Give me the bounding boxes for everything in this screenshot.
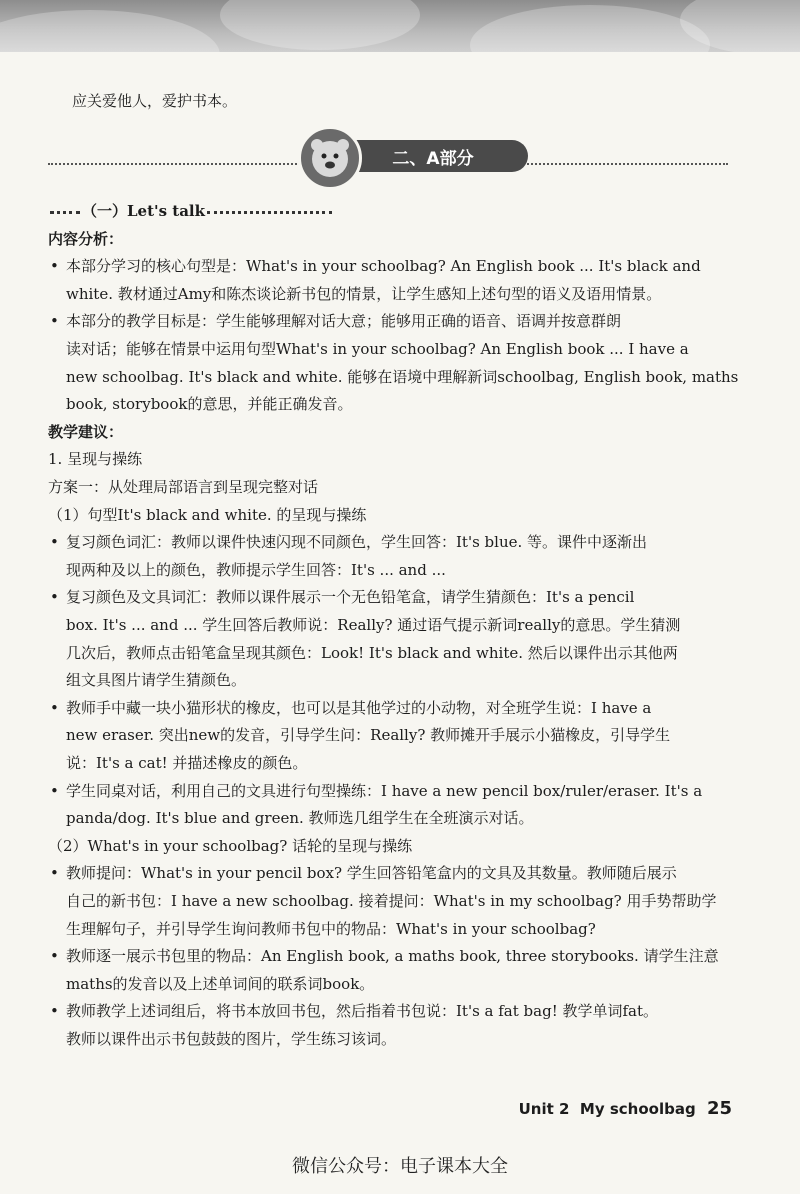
bullet-icon: • [50,533,59,552]
section-badge [298,136,553,176]
dotted-rule [207,211,332,214]
subheading: （2）What's in your schoolbag? 话轮的呈现与操练 [48,836,413,855]
list-item-line: 生理解句子，并引导学生询问教师书包中的物品：What's in your schoolbag? [66,919,596,938]
footer-unit: Unit 2 [518,1100,570,1118]
teaching-heading: 教学建议： [48,422,124,441]
bullet-icon: • [50,864,59,883]
page-number: 25 [706,1098,732,1119]
decorative-banner [0,0,800,52]
list-item-line: maths的发音以及上述单词间的联系词book。 [66,974,375,993]
plan-heading: 方案一：从处理局部语言到呈现完整对话 [48,478,319,496]
content-analysis-heading: 内容分析： [48,229,124,248]
bullet-icon: • [50,781,59,800]
section-header [48,148,728,178]
list-item-line: white. 教材通过Amy和陈杰谈论新书包的情景，让学生感知上述句型的语义及语用情景。 [66,284,662,303]
list-item-line: book, storybook的意思，并能正确发音。 [66,395,353,414]
list-item-line: 教师提问：What's in your pencil box? 学生回答铅笔盒内的文具及其数量。教师随后展示 • [66,860,677,888]
footer-title: My schoolbag [579,1100,696,1118]
bullet-icon: • [50,947,59,966]
list-item-line: box. It's ... and ... 学生回答后教师说：Really? 通过语气提示新词really的意思。学生猜测 [66,616,681,634]
list-item-line: 读对话；能够在情景中运用句型What's in your schoolbag? An English book ... I have a [66,340,689,358]
list-item-line: new eraser. 突出new的发音，引导学生问：Really? 教师摊开手展示小猫橡皮，引导学生 [66,726,671,745]
list-item-line: 几次后，教师点击铅笔盒呈现其颜色：Look! It's black and white. 然后以课件出示其他两 [66,643,678,662]
list-item-line: 学生同桌对话，利用自己的文具进行句型操练：I have a new pencil box/ruler/eraser. It's a • [66,778,702,806]
list-item-line: 现两种及以上的颜色，教师提示学生回答：It's ... and ... [66,560,446,579]
list-item-line: 复习颜色词汇：教师以课件快速闪现不同颜色，学生回答：It's blue. 等。课件中逐渐出 • [66,529,647,557]
subheading: （1）句型It's black and white. 的呈现与操练 [48,505,367,524]
page-footer [519,1098,732,1119]
list-item-line: 教师以课件出示书包鼓鼓的图片，学生练习该词。 [66,1030,397,1048]
list-item-line: 组文具图片请学生猜颜色。 [66,671,247,690]
subsection-title [48,198,334,226]
subsection-title-text: （一）Let's talk [82,202,206,220]
list-item-line: 教师逐一展示书包里的物品：An English book, a maths book, three storybooks. 请学生注意 • [66,943,719,971]
bullet-icon: • [50,588,59,607]
list-item-line: panda/dog. It's blue and green. 教师选几组学生在全班演示对话。 [66,809,534,828]
list-item-line: 教师手中藏一块小猫形状的橡皮，也可以是其他学过的小动物，对全班学生说：I have a • [66,695,651,723]
bullet-icon: • [50,1002,59,1021]
mascot-icon [298,126,362,190]
watermark-text: 微信公众号：电子课本大全 [292,1156,508,1177]
bullet-icon: • [50,698,59,717]
dotted-rule [50,211,80,214]
list-item-line: 本部分学习的核心句型是：What's in your schoolbag? An English book ... It's black and • [66,253,701,281]
bullet-icon: • [50,257,59,276]
section-title: 二、A部分 [392,149,474,169]
list-item-line: 教师教学上述词组后，将书本放回书包，然后指着书包说：It's a fat bag! 教学单词fat。 • [66,998,658,1026]
list-item-line: 说：It's a cat! 并描述橡皮的颜色。 [66,754,308,772]
numbered-heading: 1. 呈现与操练 [48,450,143,469]
list-item-line: 复习颜色及文具词汇：教师以课件展示一个无色铅笔盒，请学生猜颜色：It's a pencil • [66,584,634,612]
list-item-line: 自己的新书包：I have a new schoolbag. 接着提问：What's in my schoolbag? 用手势帮助学 [66,892,717,910]
list-item-line: new schoolbag. It's black and white. 能够在语境中理解新词schoolbag, English book, maths [66,367,739,386]
bullet-icon: • [50,312,59,331]
list-item-line: 本部分的教学目标是：学生能够理解对话大意；能够用正确的语音、语调并按意群朗 • [66,308,621,336]
body-text: 应关爱他人，爱护书本。 [72,92,238,110]
